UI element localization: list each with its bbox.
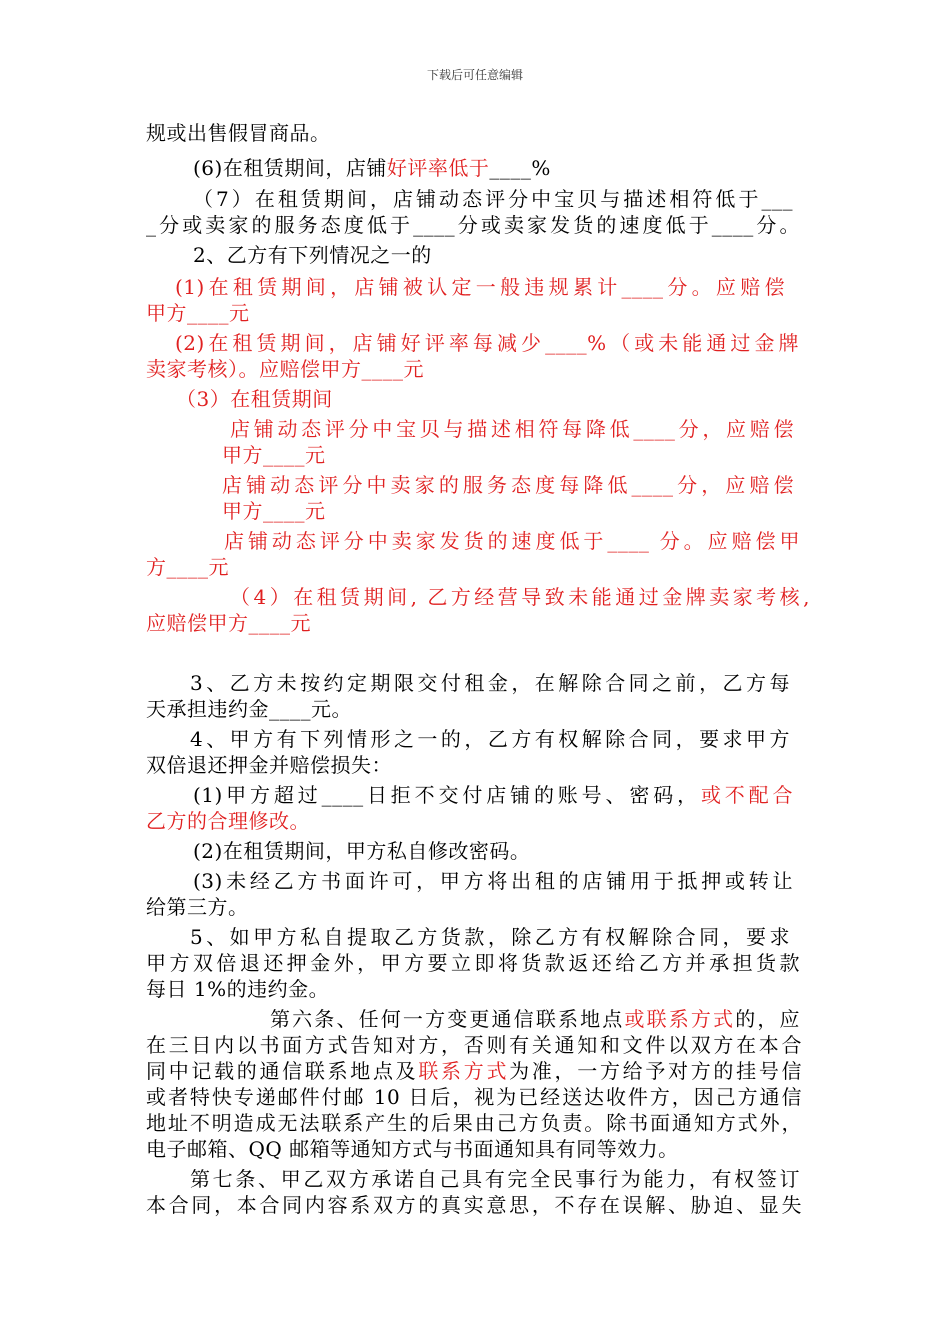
- highlighted-text: 应赔偿甲方____元: [146, 611, 311, 635]
- highlighted-text: 甲方____元: [146, 301, 250, 325]
- text-line: [146, 212, 800, 238]
- text-line: [146, 1058, 802, 1084]
- text-line: [146, 1110, 802, 1136]
- text-line: [193, 186, 793, 212]
- text-line: [193, 868, 793, 894]
- highlighted-text: 甲方____元: [222, 499, 326, 523]
- text-segment: 2、乙方有下列情况之一的: [193, 243, 432, 267]
- highlighted-text: 或联系方式: [624, 1007, 736, 1031]
- text-line: [146, 950, 800, 976]
- text-line: [222, 498, 326, 524]
- text-line: [176, 386, 333, 412]
- text-line: [146, 1192, 802, 1218]
- text-segment: （7）在租赁期间，店铺动态评分中宝贝与描述相符低于___: [193, 187, 793, 211]
- text-segment: 4、甲方有下列情形之一的，乙方有权解除合同，要求甲方: [190, 727, 790, 751]
- highlighted-text: (2)在租赁期间，店铺好评率每减少____%（或未能通过金牌: [175, 331, 799, 355]
- text-segment: 规或出售假冒商品。: [146, 121, 331, 145]
- text-line: [193, 782, 793, 808]
- text-segment: 电子邮箱、QQ 邮箱等通知方式与书面通知具有同等效力。: [146, 1137, 679, 1161]
- text-line: [146, 894, 249, 920]
- text-line: [190, 726, 790, 752]
- text-segment: _分或卖家的服务态度低于____分或卖家发货的速度低于____分。: [146, 213, 800, 237]
- text-segment: 同中记载的通信联系地点及: [146, 1059, 419, 1083]
- text-segment: 5、如甲方私自提取乙方货款，除乙方有权解除合同，要求: [190, 925, 790, 949]
- text-line: [146, 610, 311, 636]
- text-segment: (3)未经乙方书面许可，甲方将出租的店铺用于抵押或转让: [193, 869, 793, 893]
- text-line: [222, 472, 794, 498]
- text-line: [193, 155, 551, 181]
- text-line: [146, 554, 229, 580]
- text-segment: 天承担违约金____元。: [146, 697, 352, 721]
- text-segment: 甲方双倍退还押金外，甲方要立即将货款返还给乙方并承担货款: [146, 951, 800, 975]
- text-segment: 或者特快专递邮件付邮 10 日后，视为已经送达收件方，因己方通信: [146, 1085, 802, 1109]
- highlighted-text: （4）在租赁期间, 乙方经营导致未能通过金牌卖家考核,: [230, 585, 810, 609]
- highlighted-text: 或不配合: [700, 783, 794, 807]
- text-segment: 每日 1%的违约金。: [146, 977, 330, 1001]
- text-line: [146, 1136, 679, 1162]
- text-line: [146, 356, 424, 382]
- highlighted-text: 联系方式: [418, 1059, 510, 1083]
- text-line: [146, 808, 310, 834]
- text-segment: 在三日内以书面方式告知对方，否则有关通知和文件以双方在本合: [146, 1033, 802, 1057]
- text-line: [146, 1032, 802, 1058]
- text-line: [270, 1006, 800, 1032]
- text-line: [146, 976, 329, 1002]
- text-segment: 3、乙方未按约定期限交付租金，在解除合同之前，乙方每: [190, 671, 790, 695]
- text-line: [190, 670, 790, 696]
- highlighted-text: (1)在租赁期间，店铺被认定一般违规累计____分。应赔偿: [175, 275, 785, 299]
- text-segment: 第六条、任何一方变更通信联系地点: [270, 1007, 625, 1031]
- highlighted-text: （3）在租赁期间: [176, 387, 333, 411]
- highlighted-text: 方____元: [146, 555, 229, 579]
- text-segment: 第七条、甲乙双方承诺自己具有完全民事行为能力，有权签订: [190, 1167, 800, 1191]
- text-line: [230, 416, 794, 442]
- highlighted-text: 乙方的合理修改。: [146, 809, 310, 833]
- text-line: [146, 696, 352, 722]
- highlighted-text: 好评率低于: [386, 156, 490, 180]
- text-line: [190, 924, 790, 950]
- text-line: [193, 242, 432, 268]
- text-line: [193, 838, 530, 864]
- page-header: 下载后可任意编辑: [426, 68, 523, 82]
- text-line: [146, 120, 331, 146]
- text-line: [230, 584, 810, 610]
- highlighted-text: 卖家考核）。应赔偿甲方____元: [146, 357, 424, 381]
- text-line: [222, 442, 326, 468]
- text-segment: (1)甲方超过____日拒不交付店铺的账号、密码，: [193, 783, 701, 807]
- text-segment: 给第三方。: [146, 895, 249, 919]
- text-segment: 双倍退还押金并赔偿损失：: [146, 753, 392, 777]
- text-line: [190, 1166, 800, 1192]
- text-segment: 的，应: [735, 1007, 801, 1031]
- text-segment: 地址不明造成无法联系产生的后果由己方负责。除书面通知方式外，: [146, 1111, 802, 1135]
- text-line: [146, 300, 250, 326]
- text-segment: 本合同，本合同内容系双方的真实意思，不存在误解、胁迫、显失: [146, 1193, 802, 1217]
- text-line: [175, 274, 785, 300]
- highlighted-text: 店铺动态评分中宝贝与描述相符每降低____分，应赔偿: [230, 417, 794, 441]
- text-line: [224, 528, 800, 554]
- text-line: [146, 1084, 802, 1110]
- text-segment: ____%: [489, 156, 551, 180]
- text-line: [175, 330, 799, 356]
- text-segment: (2)在租赁期间，甲方私自修改密码。: [193, 839, 531, 863]
- highlighted-text: 甲方____元: [222, 443, 326, 467]
- text-segment: (6)在租赁期间，店铺: [193, 156, 387, 180]
- highlighted-text: 店铺动态评分中卖家的服务态度每降低____分，应赔偿: [222, 473, 794, 497]
- text-line: [146, 752, 392, 778]
- text-segment: 为准，一方给予对方的挂号信: [509, 1059, 803, 1083]
- highlighted-text: 店铺动态评分中卖家发货的速度低于____ 分。应赔偿甲: [224, 529, 800, 553]
